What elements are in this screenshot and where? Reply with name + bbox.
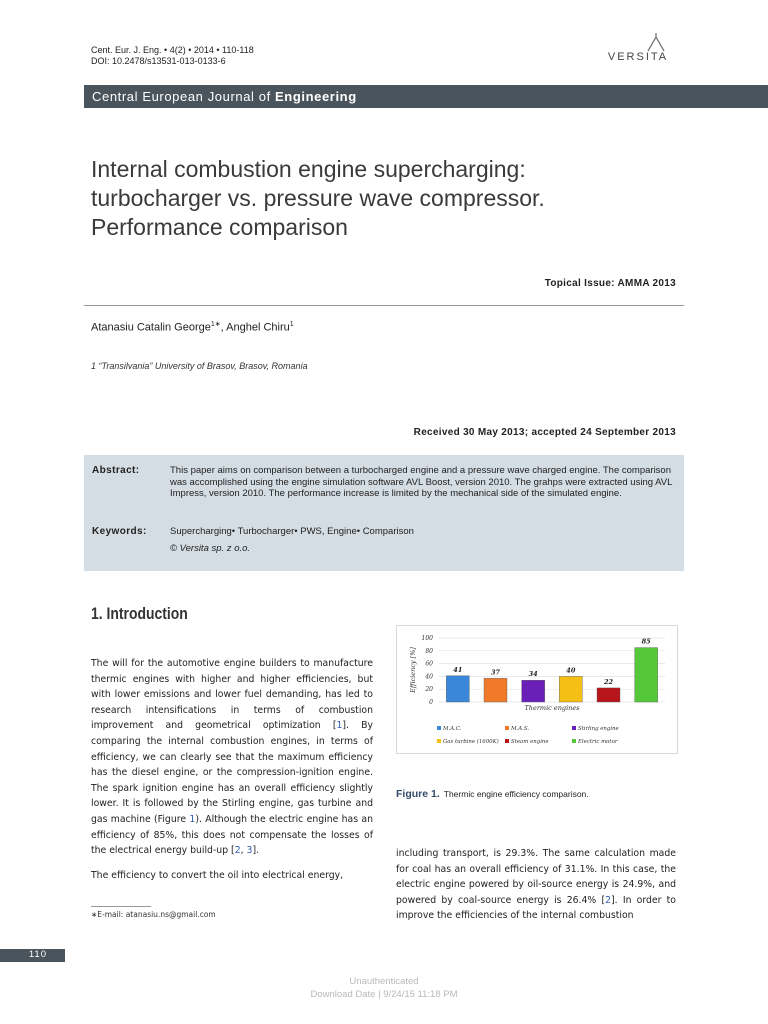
- y-tick-label: 0: [429, 699, 433, 706]
- legend-swatch: [505, 726, 509, 730]
- bar-data-label: 40: [566, 666, 576, 675]
- title-line-3: Performance comparison: [91, 214, 348, 240]
- legend-entry: M.A.S.: [511, 726, 530, 732]
- paragraph: [91, 656, 373, 859]
- author-1: Atanasiu Catalin George: [91, 321, 211, 334]
- y-tick-label: 80: [425, 647, 433, 655]
- publisher-logo-text: VERSITA: [607, 51, 669, 63]
- legend-entry: Electric motor: [578, 739, 618, 745]
- legend-swatch: [437, 739, 441, 743]
- reference-link[interactable]: 3: [246, 845, 253, 857]
- topical-issue: Topical Issue: AMMA 2013: [544, 278, 676, 289]
- section-heading: 1. Introduction: [91, 604, 188, 623]
- text-run: ]. By comparing the internal combustion engines, in terms of efficiency, we can clearly see that the maximum efficiency has the diesel engine, or the compression-ignition engine. The spark ignition engine has an overall efficiency slightly lower. It is followed by the Stirling engine, gas turbine and gas machine (Figure: [91, 720, 373, 825]
- divider: [84, 305, 684, 306]
- bar-data-label: 85: [641, 637, 651, 646]
- footnote: ∗E-mail: atanasiu.ns@gmail.com: [91, 910, 216, 919]
- bar-data-label: 34: [528, 670, 538, 679]
- legend-swatch: [437, 726, 441, 730]
- watermark-line-2: Download Date | 9/24/15 11:18 PM: [310, 989, 458, 1000]
- y-tick-label: 100: [421, 635, 433, 642]
- page-number-tab: [0, 949, 65, 962]
- page-number: 110: [28, 949, 47, 960]
- bar-chart: [397, 626, 677, 753]
- citation-doi[interactable]: DOI: 10.2478/s13531-013-0133-6: [91, 56, 226, 66]
- reference-link[interactable]: 1: [336, 720, 343, 732]
- caption-label: Figure 1.: [396, 788, 440, 800]
- received-dates: Received 30 May 2013; accepted 24 September 2013: [413, 427, 676, 438]
- caption-text: Thermic engine efficiency comparison.: [443, 789, 589, 799]
- x-axis-label: Thermic engines: [524, 704, 580, 712]
- journal-name: [92, 89, 357, 104]
- abstract-label: Abstract:: [92, 465, 140, 476]
- paragraph: [396, 846, 676, 924]
- journal-name-bold: Engineering: [275, 89, 357, 104]
- versita-logo-icon: [604, 31, 672, 53]
- footnote-divider: [91, 906, 151, 907]
- author-2-affil: 1: [289, 321, 294, 328]
- y-axis-label: Efficiency [%]: [409, 647, 417, 693]
- reference-link[interactable]: 2: [605, 894, 612, 906]
- bar: [522, 680, 545, 702]
- title-line-2: turbocharger vs. pressure wave compressor.: [91, 185, 545, 211]
- legend-swatch: [572, 739, 576, 743]
- bar: [446, 676, 469, 702]
- figure-caption: [396, 788, 589, 800]
- body-column-right: [396, 846, 676, 924]
- legend-swatch: [572, 726, 576, 730]
- copyright: © Versita sp. z o.o.: [170, 543, 251, 554]
- affiliation: 1 “Transilvania” University of Brasov, Brasov, Romania: [91, 361, 308, 371]
- bar: [597, 688, 620, 702]
- text-run: ,: [240, 845, 247, 857]
- keywords-label: Keywords:: [92, 526, 147, 537]
- paragraph: The efficiency to convert the oil into electrical energy,: [91, 869, 344, 881]
- abstract-box: [84, 455, 684, 571]
- legend-entry: Gas turbine (1600K): [443, 739, 499, 745]
- journal-name-prefix: Central European Journal of: [92, 89, 271, 104]
- text-run: including transport, is 29.3%. The same calculation made for coal has an overall efficiency of 31.1%. In this case, the electric engine powered by oil-source energy is 24.9%, and powered by coal-source energy is 26.4% [: [396, 848, 676, 906]
- legend-entry: Steam engine: [511, 739, 549, 745]
- text-run: ). Although the electric engine has an efficiency of 85%, this does not compensate the losses of the electrical energy build-up [: [91, 813, 373, 857]
- legend-entry: M.A.C.: [443, 726, 462, 732]
- bar-data-label: 41: [453, 665, 463, 674]
- author-separator: , Anghel Chiru: [220, 321, 290, 334]
- text-run: The will for the automotive engine builders to manufacture thermic engines with higher and higher efficiencies, but with lower emissions and lower fuel demanding, has led to research intensifications in terms of combustion improvement and geometrical optimization [: [91, 658, 373, 732]
- figure-chart: [396, 625, 678, 754]
- citation: [91, 45, 254, 67]
- legend-entry: Stirling engine: [578, 726, 619, 732]
- journal-banner: [84, 85, 768, 108]
- author-1-affil: 1∗: [210, 321, 221, 328]
- bar: [559, 676, 582, 702]
- keywords-text: Supercharging• Turbocharger• PWS, Engine• Comparison: [170, 526, 414, 537]
- y-tick-label: 20: [425, 686, 433, 694]
- citation-line-1: Cent. Eur. J. Eng. • 4(2) • 2014 • 110-118: [91, 45, 254, 55]
- bar-data-label: 22: [603, 677, 614, 686]
- authors: [91, 320, 294, 334]
- body-column-left: [91, 656, 373, 883]
- figure-link[interactable]: 1: [189, 813, 196, 825]
- reference-link[interactable]: 2: [234, 845, 241, 857]
- bar: [484, 678, 507, 702]
- text-run: ].: [252, 845, 260, 857]
- abstract-text: This paper aims on comparison between a turbocharged engine and a pressure wave charged engine. The comparison was accomplished using the engine simulation software AVL Boost, version 2010. The grahps were extracted using AVL Impress, version 2010. The performance increase is limited by the mechanical side of the simulated engine.: [170, 465, 673, 499]
- title-line-1: Internal combustion engine supercharging:: [91, 156, 526, 182]
- legend-swatch: [505, 739, 509, 743]
- text-run: ]. In order to improve the efficiencies of the internal combustion: [396, 894, 676, 922]
- publisher-logo: [604, 31, 672, 63]
- y-tick-label: 60: [425, 660, 433, 668]
- y-tick-label: 40: [425, 673, 433, 681]
- article-title: [91, 155, 651, 242]
- bar-data-label: 37: [490, 668, 501, 677]
- watermark-line-1: Unauthenticated: [349, 976, 419, 987]
- bar: [635, 648, 658, 702]
